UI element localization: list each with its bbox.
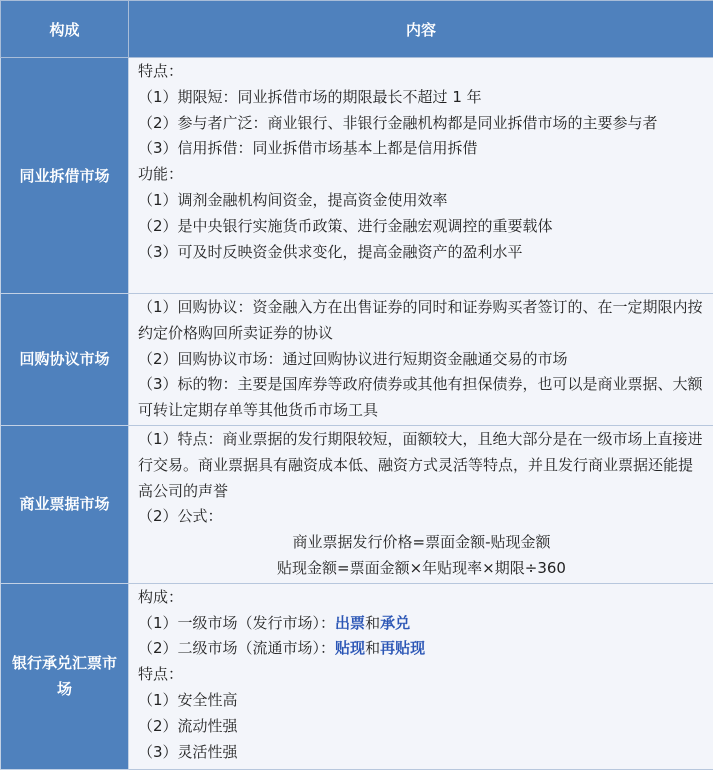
keyword-discount: 贴现: [335, 639, 365, 657]
keyword-issue: 出票: [335, 614, 365, 632]
keyword-rediscount: 再贴现: [380, 639, 425, 657]
content-line: （2）公式：: [138, 504, 705, 530]
row-label-bankers-acceptance: 银行承兑汇票市场: [1, 583, 129, 769]
conjunction: 和: [365, 639, 380, 657]
row-label-repo: 回购协议市场: [1, 294, 129, 426]
row-content-interbank: [129, 58, 713, 294]
conjunction: 和: [365, 614, 380, 632]
secondary-market-prefix: （2）二级市场（流通市场）：: [138, 639, 335, 657]
content-line: （1）调剂金融机构间资金，提高资金使用效率: [138, 188, 705, 214]
primary-market-prefix: （1）一级市场（发行市场）：: [138, 614, 335, 632]
row-content-commercial-paper: [129, 425, 713, 583]
feature-item: （2）流动性强: [138, 714, 705, 740]
content-line: （2）是中央银行实施货币政策、进行金融宏观调控的重要载体: [138, 214, 705, 240]
content-line: （1）回购协议：资金融入方在出售证券的同时和证券购买者签订的、在一定期限内按约定价格购回所卖证券的协议: [138, 295, 705, 347]
content-line: （2）回购协议市场：通过回购协议进行短期资金融通交易的市场: [138, 347, 705, 373]
content-line: （1）期限短：同业拆借市场的期限最长不超过 1 年: [138, 85, 705, 111]
table-row: [1, 58, 713, 294]
secondary-market-line: [138, 636, 705, 662]
content-line: （2）参与者广泛：商业银行、非银行金融机构都是同业拆借市场的主要参与者: [138, 111, 705, 137]
table-row: [1, 583, 713, 769]
table-row: [1, 294, 713, 426]
keyword-accept: 承兑: [380, 614, 410, 632]
content-line: 功能：: [138, 162, 705, 188]
row-label-commercial-paper: 商业票据市场: [1, 425, 129, 583]
table-row: [1, 425, 713, 583]
row-label-interbank: 同业拆借市场: [1, 58, 129, 294]
content-line: （3）标的物：主要是国库券等政府债券或其他有担保债券，也可以是商业票据、大额可转让定期存单等其他货币市场工具: [138, 372, 705, 424]
header-row: [1, 1, 713, 58]
header-composition: 构成: [1, 1, 129, 58]
feature-item: （3）灵活性强: [138, 740, 705, 766]
primary-market-line: [138, 611, 705, 637]
row-content-repo: [129, 294, 713, 426]
content-line: （3）可及时反映资金供求变化，提高金融资产的盈利水平: [138, 240, 705, 266]
header-content: 内容: [129, 1, 713, 58]
content-line: 特点：: [138, 59, 705, 85]
content-line: （3）信用拆借：同业拆借市场基本上都是信用拆借: [138, 136, 705, 162]
formula-discount-amount: 贴现金额=票面金额×年贴现率×期限÷360: [138, 556, 705, 582]
feature-item: （1）安全性高: [138, 688, 705, 714]
row-content-bankers-acceptance: [129, 583, 713, 769]
features-title: 特点：: [138, 662, 705, 688]
content-line: （1）特点：商业票据的发行期限较短，面额较大，且绝大部分是在一级市场上直接进行交易。商业票据具有融资成本低、融资方式灵活等特点，并且发行商业票据还能提高公司的声誉: [138, 427, 705, 504]
composition-title: 构成：: [138, 585, 705, 611]
formula-issue-price: 商业票据发行价格=票面金额-贴现金额: [138, 530, 705, 556]
